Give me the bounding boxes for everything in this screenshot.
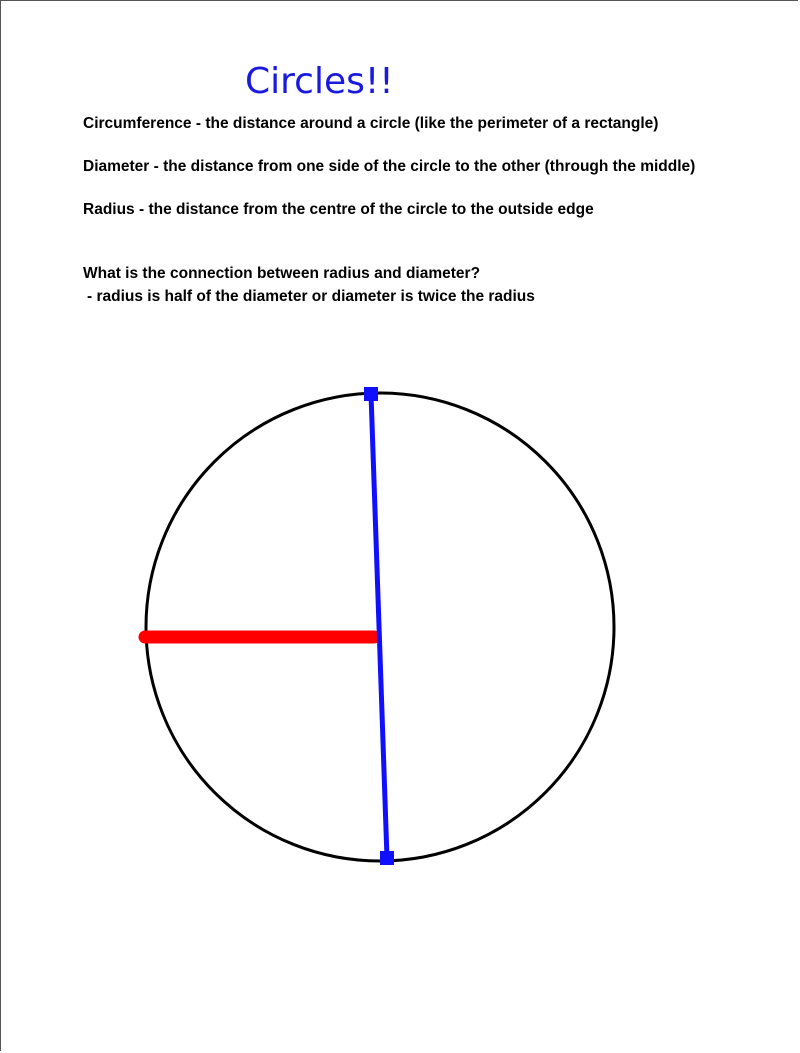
circumference-definition: Circumference - the distance around a circle (like the perimeter of a rectangle) <box>83 115 659 132</box>
question-text: What is the connection between radius and diameter? <box>83 265 481 282</box>
answer-text: - radius is half of the diameter or diameter is twice the radius <box>87 288 535 305</box>
diameter-definition: Diameter - the distance from one side of the circle to the other (through the middle) <box>83 158 696 175</box>
radius-definition: Radius - the distance from the centre of the circle to the outside edge <box>83 201 594 218</box>
page-title: Circles!! <box>245 61 394 102</box>
diameter-top-handle[interactable] <box>364 387 378 401</box>
diameter-bottom-handle[interactable] <box>380 851 394 865</box>
diameter-line <box>371 394 387 858</box>
